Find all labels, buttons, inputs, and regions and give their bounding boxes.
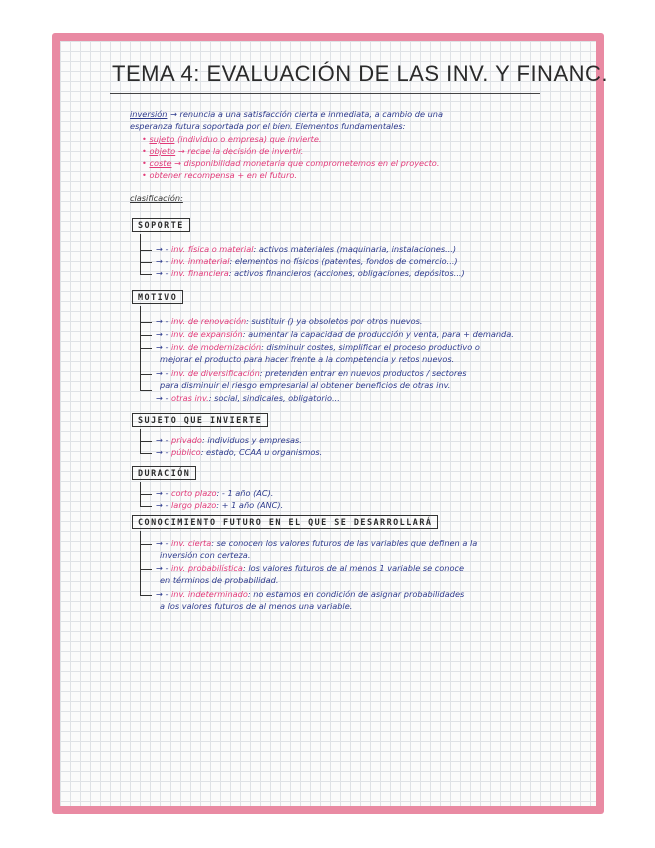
section-sujeto: SUJETO QUE INVIERTE bbox=[132, 413, 268, 427]
section-duracion: DURACIÓN bbox=[132, 466, 196, 480]
item-key: inv. probabilística bbox=[171, 563, 243, 573]
tree-branch bbox=[140, 335, 152, 336]
element-text: → disponibilidad monetaria que comprometemos en el proyecto. bbox=[174, 158, 440, 168]
tree-branch bbox=[140, 374, 152, 375]
item-text: : activos financieros (acciones, obligaciones, depósitos...) bbox=[228, 268, 465, 278]
list-item: → - inv. cierta: se conocen los valores futuros de las variables que definen a la bbox=[156, 538, 478, 548]
item-text: : no estamos en condición de asignar probabilidades bbox=[247, 589, 465, 599]
list-item-continuation: en términos de probabilidad. bbox=[160, 575, 279, 585]
section-soporte: SOPORTE bbox=[132, 218, 190, 232]
item-text: : estado, CCAA u organismos. bbox=[200, 447, 323, 457]
item-key: inv. indeterminado bbox=[171, 589, 248, 599]
item-text: : disminuir costes, simplificar el proceso productivo o bbox=[261, 342, 480, 352]
element-key: sujeto bbox=[149, 134, 175, 144]
item-text: : aumentar la capacidad de producción y venta, para + demanda. bbox=[242, 329, 514, 339]
item-text: : pretenden entrar en nuevos productos / sectores bbox=[259, 368, 467, 378]
list-item-continuation: para disminuir el riesgo empresarial al obtener beneficios de otras inv. bbox=[160, 380, 451, 390]
tree-branch bbox=[140, 595, 152, 596]
element-key: coste bbox=[149, 158, 172, 168]
tree-branch bbox=[140, 390, 152, 391]
item-key: inv. financiera bbox=[171, 268, 229, 278]
element-text: + en el futuro. bbox=[237, 170, 297, 180]
item-text: : sustituir () ya obsoletos por otros nuevos. bbox=[246, 316, 423, 326]
item-key: privado bbox=[171, 435, 202, 445]
item-key: inv. inmaterial bbox=[171, 256, 230, 266]
list-item: → - inv. financiera: activos financieros (acciones, obligaciones, depósitos...) bbox=[156, 268, 465, 278]
intro-definition: → renuncia a una satisfacción cierta e inmediata, a cambio de una bbox=[170, 109, 444, 119]
tree-branch bbox=[140, 322, 152, 323]
item-key: corto plazo bbox=[171, 488, 217, 498]
notebook-sheet bbox=[52, 33, 609, 814]
tree-branch bbox=[140, 441, 152, 442]
page-title: TEMA 4: EVALUACIÓN DE LAS INV. Y FINANC. bbox=[112, 61, 609, 86]
list-item: → - inv. probabilística: los valores futuros de al menos 1 variable se conoce bbox=[156, 563, 465, 573]
item-key: inv. de expansión bbox=[171, 329, 243, 339]
title-underline bbox=[110, 93, 540, 94]
item-key: inv. de diversificación bbox=[171, 368, 260, 378]
item-text: : individuos y empresas. bbox=[201, 435, 302, 445]
item-text: : los valores futuros de al menos 1 variable se conoce bbox=[242, 563, 465, 573]
list-item: → - largo plazo: + 1 año (ANC). bbox=[156, 500, 284, 510]
element-item: • obtener recompensa + en el futuro. bbox=[142, 170, 297, 180]
list-item: → - inv. física o material: activos materiales (maquinaria, instalaciones...) bbox=[156, 244, 457, 254]
tree-branch bbox=[140, 494, 152, 495]
classification-label: clasificación: bbox=[130, 193, 183, 203]
tree-line bbox=[140, 531, 141, 596]
element-item: • coste → disponibilidad monetaria que comprometemos en el proyecto. bbox=[142, 158, 440, 168]
intro-term: inversión bbox=[130, 109, 168, 119]
list-item: → - corto plazo: - 1 año (AC). bbox=[156, 488, 274, 498]
item-text: : activos materiales (maquinaria, instalaciones...) bbox=[253, 244, 457, 254]
intro-line-2: esperanza futura soportada por el bien. Elementos fundamentales: bbox=[130, 121, 406, 131]
tree-branch bbox=[140, 348, 152, 349]
tree-branch bbox=[140, 544, 152, 545]
element-item: • sujeto (individuo o empresa) que invierte. bbox=[142, 134, 322, 144]
tree-branch bbox=[140, 274, 152, 275]
item-text: : social, sindicales, obligatorio... bbox=[208, 393, 340, 403]
section-conocimiento: CONOCIMIENTO FUTURO EN EL QUE SE DESARROLLARÁ bbox=[132, 515, 438, 529]
section-motivo: MOTIVO bbox=[132, 290, 183, 304]
item-key: público bbox=[171, 447, 201, 457]
list-item: → - público: estado, CCAA u organismos. bbox=[156, 447, 323, 457]
list-item-continuation: mejorar el producto para hacer frente a la competencia y retos nuevos. bbox=[160, 354, 455, 364]
list-item-continuation: a los valores futuros de al menos una variable. bbox=[160, 601, 353, 611]
list-item: → - inv. indeterminado: no estamos en condición de asignar probabilidades bbox=[156, 589, 465, 599]
list-item: → - inv. de expansión: aumentar la capacidad de producción y venta, para + demanda. bbox=[156, 329, 514, 339]
item-text: : + 1 año (ANC). bbox=[216, 500, 284, 510]
item-key: inv. de renovación bbox=[171, 316, 247, 326]
item-text: : se conocen los valores futuros de las variables que definen a la bbox=[211, 538, 478, 548]
item-text: : elementos no físicos (patentes, fondos de comercio...) bbox=[229, 256, 458, 266]
list-item: → - inv. inmaterial: elementos no físicos (patentes, fondos de comercio...) bbox=[156, 256, 458, 266]
item-key: inv. de modernización bbox=[171, 342, 262, 352]
list-item-continuation: inversión con certeza. bbox=[160, 550, 251, 560]
item-key: largo plazo bbox=[171, 500, 217, 510]
tree-branch bbox=[140, 569, 152, 570]
element-key: objeto bbox=[149, 146, 176, 156]
element-key: obtener recompensa bbox=[149, 170, 235, 180]
list-item: → - inv. de renovación: sustituir () ya obsoletos por otros nuevos. bbox=[156, 316, 423, 326]
element-text: → recae la decisión de invertir. bbox=[177, 146, 304, 156]
item-key: inv. cierta bbox=[171, 538, 212, 548]
list-item: → - inv. de modernización: disminuir costes, simplificar el proceso productivo o bbox=[156, 342, 480, 352]
tree-branch bbox=[140, 453, 152, 454]
tree-branch bbox=[140, 506, 152, 507]
item-key: inv. física o material bbox=[171, 244, 254, 254]
intro-line-1 bbox=[130, 109, 443, 119]
element-text: (individuo o empresa) que invierte. bbox=[177, 134, 322, 144]
element-item: • objeto → recae la decisión de invertir. bbox=[142, 146, 304, 156]
grid-paper bbox=[60, 41, 609, 806]
tree-branch bbox=[140, 250, 152, 251]
list-item: → - privado: individuos y empresas. bbox=[156, 435, 302, 445]
item-text: : - 1 año (AC). bbox=[216, 488, 274, 498]
tree-branch bbox=[140, 262, 152, 263]
item-key: otras inv. bbox=[171, 393, 209, 403]
list-item: → - otras inv.: social, sindicales, obligatorio... bbox=[156, 393, 340, 403]
list-item: → - inv. de diversificación: pretenden entrar en nuevos productos / sectores bbox=[156, 368, 467, 378]
tree-line bbox=[140, 234, 141, 274]
